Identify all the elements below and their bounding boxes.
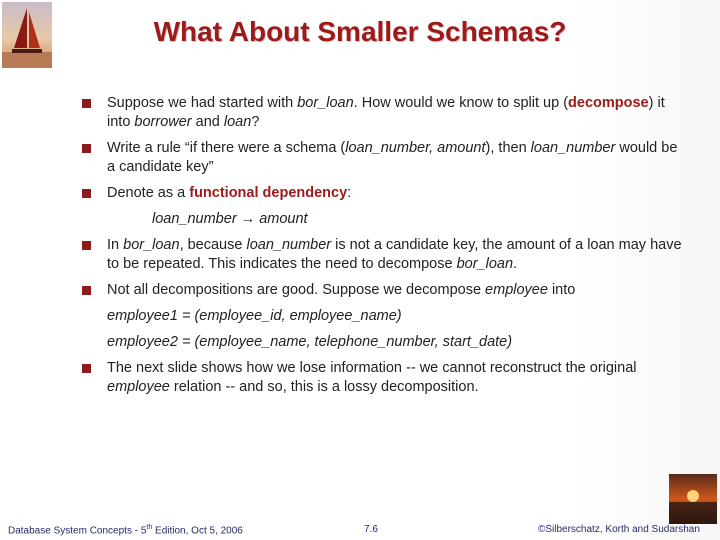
functional-dependency: loan_number → amount: [152, 211, 308, 227]
bullet-text: The next slide shows how we lose information -- we cannot reconstruct the original employee relation -- and so, this is a lossy decomposition.: [107, 360, 637, 395]
bullet-marker: [82, 144, 91, 153]
schema-employee1: employee1 = (employee_id, employee_name): [107, 308, 402, 324]
schema-employee2: employee2 = (employee_name, telephone_number, start_date): [107, 334, 513, 350]
bullet-text: Write a rule “if there were a schema (loan_number, amount), then loan_number would be a candidate key”: [107, 140, 678, 175]
bullet-marker: [82, 241, 91, 250]
bullet-marker: [82, 189, 91, 198]
bullet-text: Suppose we had started with bor_loan. How would we know to split up (decompose) it into borrower and loan?: [107, 95, 665, 130]
footer-right: ©Silberschatz, Korth and Sudarshan: [538, 524, 700, 535]
page-number: 7.6: [364, 524, 378, 535]
slide-title: What About Smaller Schemas?: [153, 16, 567, 47]
bullet-text: Denote as a functional dependency:: [107, 185, 352, 201]
bullet-marker: [82, 286, 91, 295]
bullet-text: In bor_loan, because loan_number is not a candidate key, the amount of a loan may have to be repeated. This indicates the need to decompose bor_loan.: [107, 237, 682, 272]
bullet-marker: [82, 99, 91, 108]
footer-left: Database System Concepts - 5th Edition, Oct 5, 2006: [8, 524, 243, 537]
bullet-text: Not all decompositions are good. Suppose we decompose employee into: [107, 282, 576, 298]
bullet-marker: [82, 364, 91, 373]
